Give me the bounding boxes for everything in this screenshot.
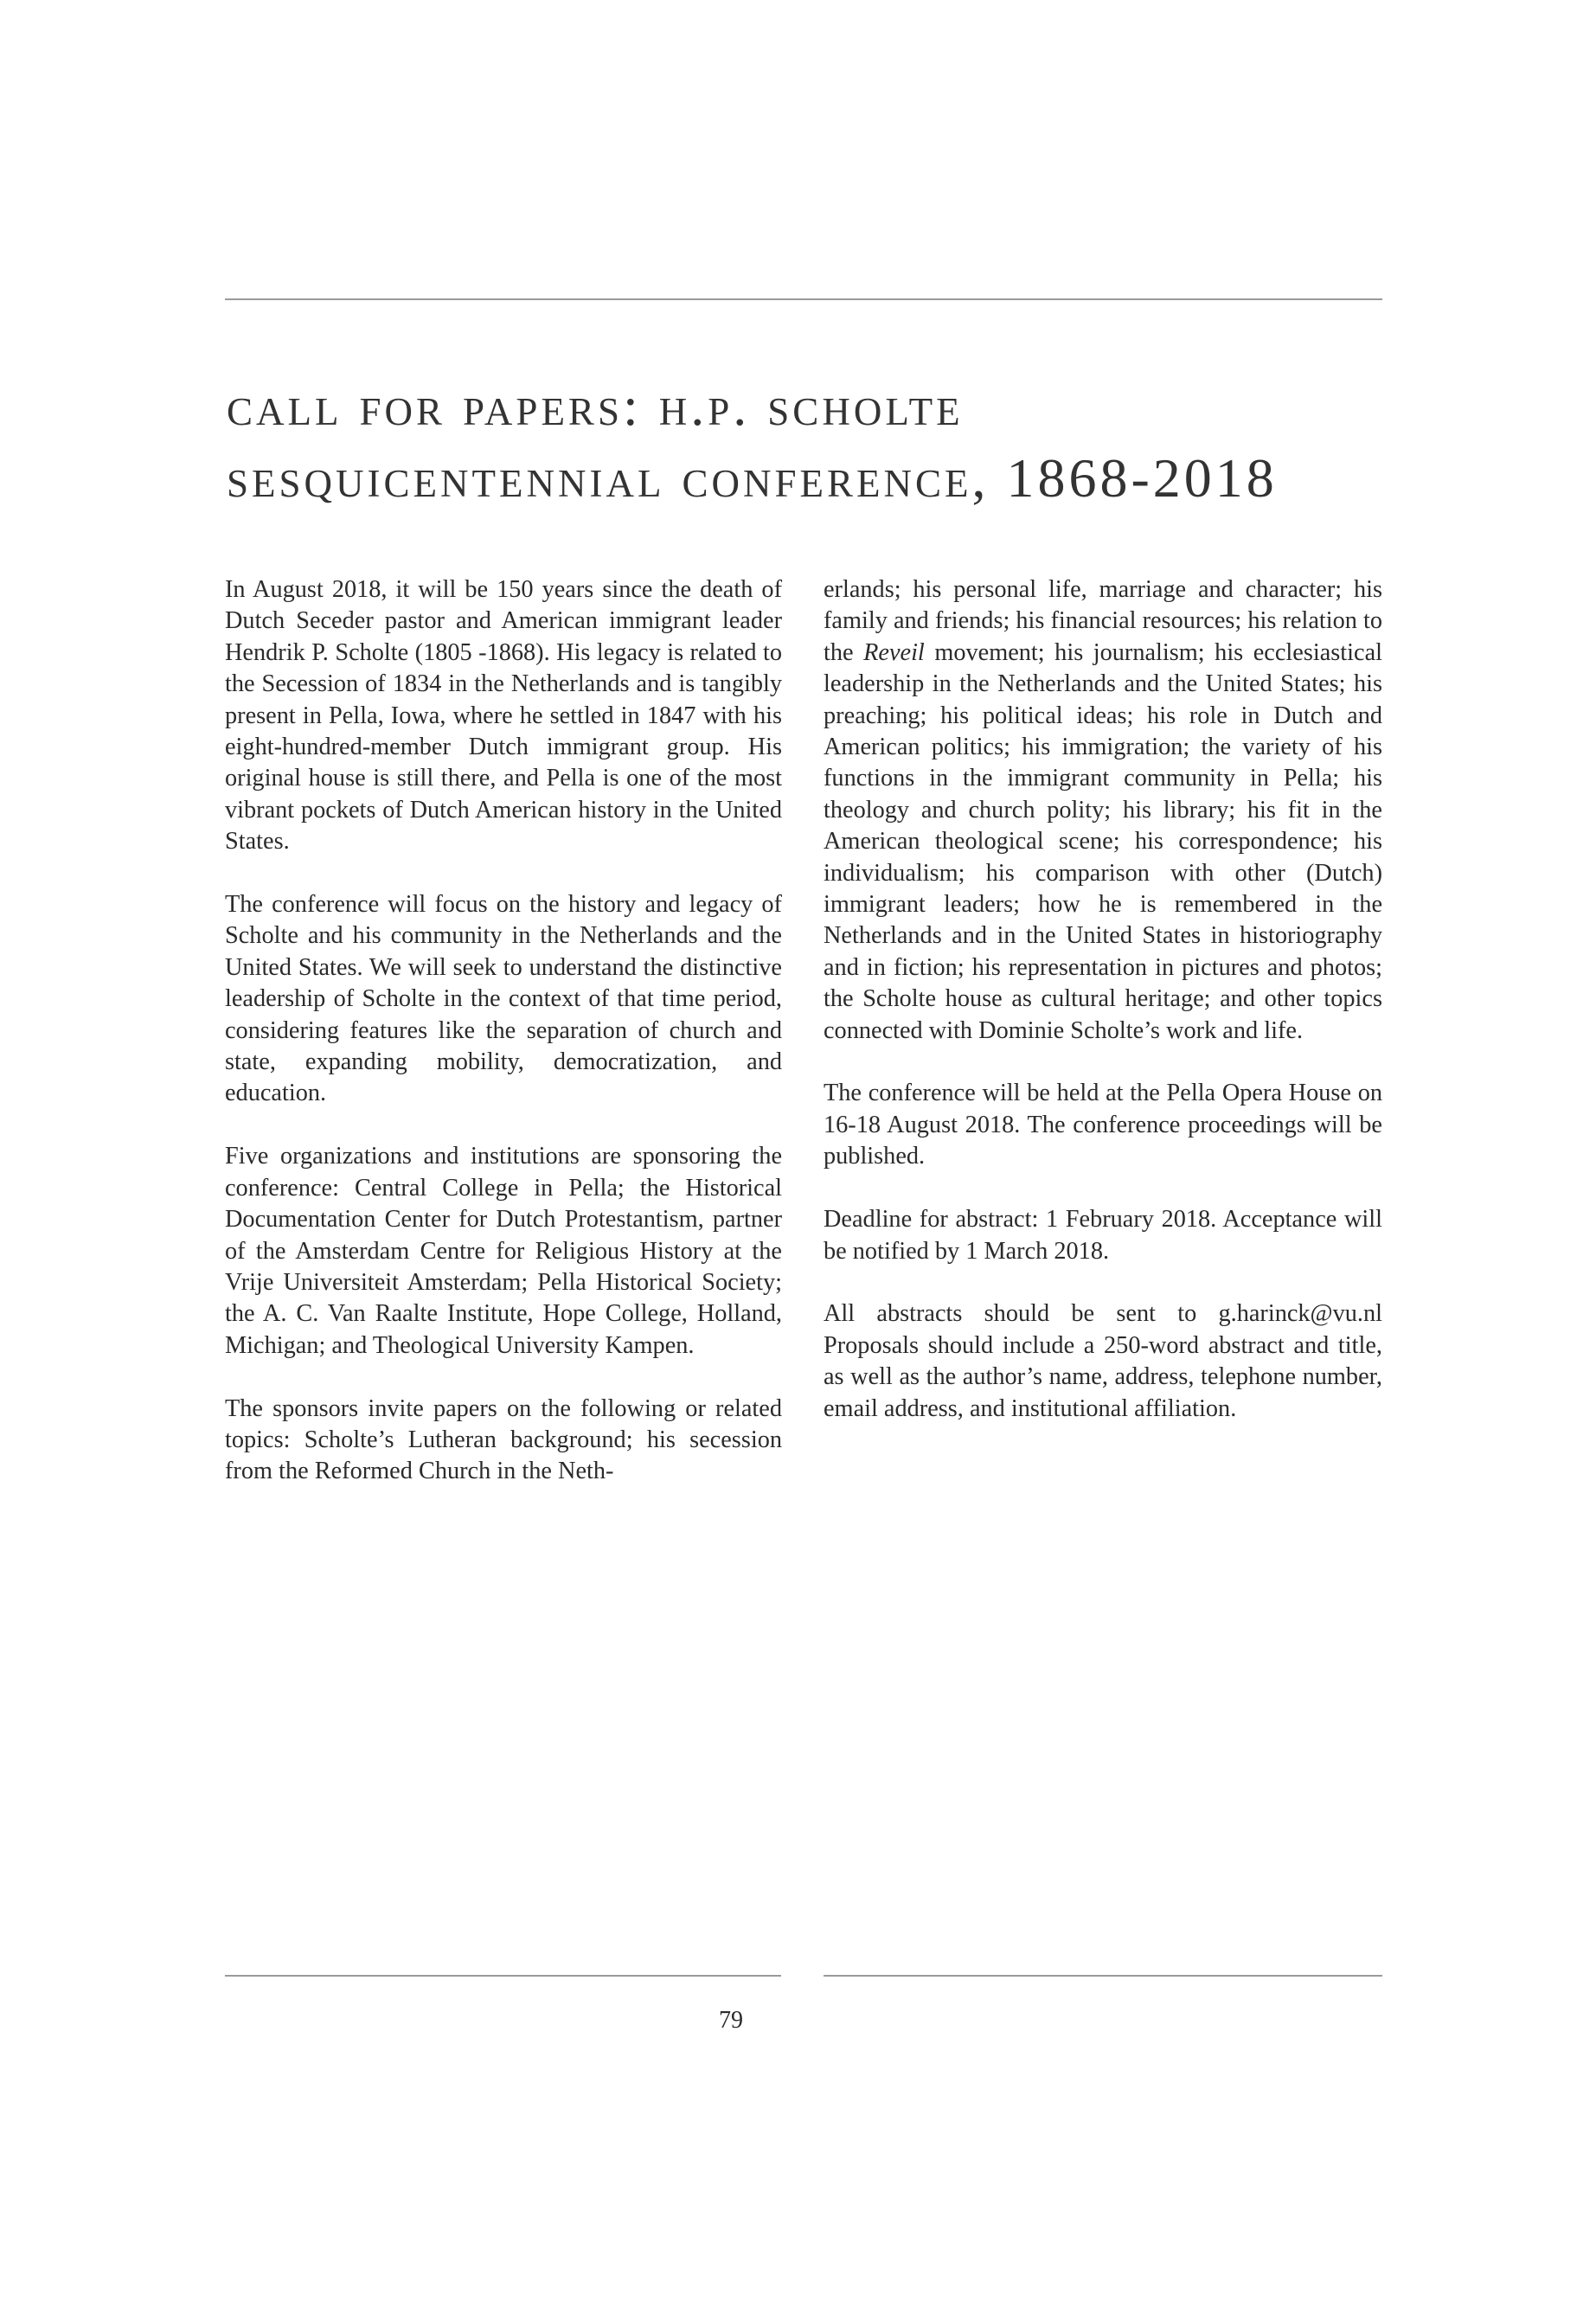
paragraph-venue: The conference will be held at the Pella Opera House on 16-18 August 2018. The conference proceedings will be published. (824, 1080, 1382, 1170)
bottom-divider-left (225, 1975, 781, 1977)
paragraph-topics-start: The sponsors invite papers on the following or related topics: Scholte’s Lutheran background; his secession from the Reformed Church in the Neth- (225, 1394, 782, 1485)
page-title-line-1: call for papers: h.p. scholte (227, 375, 964, 437)
right-text-column (824, 574, 1382, 1425)
paragraph-sponsors: Five organizations and institutions are sponsoring the conference: Central College in Pella; the Historical Documentation Center for Dutch Protestantism, partner of the Amsterdam Centre for Religious History at the Vrije Universiteit Amsterdam; Pella Historical Society; the A. C. Van Raalte Institute, Hope College, Holland, Michigan; and Theological University Kampen. (225, 1143, 782, 1359)
topics-text-after: movement; his journalism; his ecclesiastical leadership in the Netherlands and the United States; his preaching; his political ideas; his role in Dutch and American politics; his immigration; the variety of his functions in the immigrant community in Pella; his theology and church polity; his library; his fit in the American theological scene; his correspondence; his individualism; his comparison with other (Dutch) immigrant leaders; how he is remembered in the Netherlands and in the United States in historiography and in fiction; his representation in pictures and photos; the Scholte house as cultural heritage; and other topics connected with Dominie Scholte’s work and life. (824, 638, 1382, 1044)
paragraph-deadline: Deadline for abstract: 1 February 2018. Acceptance will be notified by 1 March 2018. (824, 1206, 1382, 1265)
page-title-line-2: sesquicentennial conference, 1868-2018 (227, 447, 1278, 509)
page-number: 79 (719, 2007, 743, 2034)
left-text-column (225, 574, 782, 1488)
topics-text-before: erlands; his personal life, marriage and character; his family and friends; his financial resources; his relation to the (824, 576, 1382, 666)
paragraph-intro: In August 2018, it will be 150 years since the death of Dutch Seceder pastor and American immigrant leader Hendrik P. Scholte (1805 -1868). His legacy is related to the Secession of 1834 in the Netherlands and is tangibly present in Pella, Iowa, where he settled in 1847 with his eight-hundred-member Dutch immigrant group. His original house is still there, and Pella is one of the most vibrant pockets of Dutch American history in the United States. (225, 576, 782, 856)
paragraph-focus: The conference will focus on the history and legacy of Scholte and his community in the Netherlands and the United States. We will seek to understand the distinctive leadership of Scholte in the context of that time period, considering features like the separation of church and state, expanding mobility, democratization, and education. (225, 891, 782, 1107)
reveil-italic: Reveil (863, 638, 925, 666)
paragraph-submission: All abstracts should be sent to g.harinck@vu.nl Proposals should include a 250-word abstract and title, as well as the author’s name, address, telephone number, email address, and institutional affiliation. (824, 1300, 1382, 1422)
top-divider (225, 298, 1382, 300)
bottom-divider-right (824, 1975, 1382, 1977)
paragraph-topics-continued (824, 574, 1382, 1047)
